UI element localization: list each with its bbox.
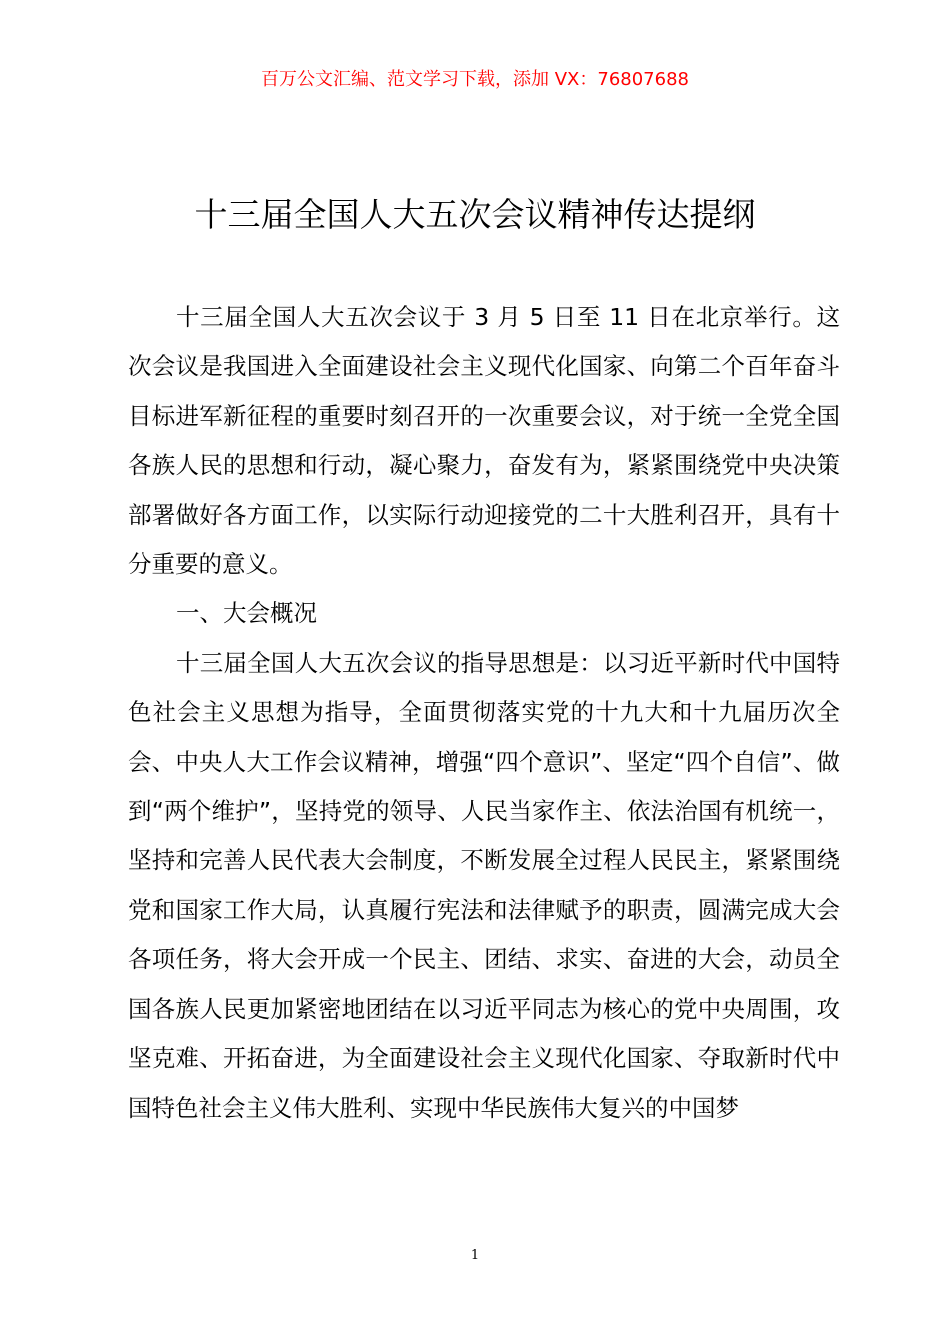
guiding-thought-paragraph: 十三届全国人大五次会议的指导思想是：以习近平新时代中国特色社会主义思想为指导，全面贯彻落实党的十九大和十九届历次全会、中央人大工作会议精神，增强“四个意识”、坚定“四个自信”、做到“两个维护”，坚持党的领导、人民当家作主、依法治国有机统一，坚持和完善人民代表大会制度，不断发展全过程人民民主，紧紧围绕党和国家工作大局，认真履行宪法和法律赋予的职责，圆满完成大会各项任务，将大会开成一个民主、团结、求实、奋进的大会，动员全国各族人民更加紧密地团结在以习近平同志为核心的党中央周围，攻坚克难、开拓奋进，为全面建设社会主义现代化国家、夺取新时代中国特色社会主义伟大胜利、实现中华民族伟大复兴的中国梦 bbox=[128, 648, 840, 1122]
document-body bbox=[128, 293, 840, 1133]
header-promo-text: 百万公文汇编、范文学习下载，添加 VX：76807688 bbox=[261, 69, 689, 90]
document-title: 十三届全国人大五次会议精神传达提纲 bbox=[194, 195, 756, 234]
section-heading-overview: 一、大会概况 bbox=[176, 599, 317, 628]
page-number: 1 bbox=[470, 1248, 480, 1263]
intro-paragraph: 十三届全国人大五次会议于 3 月 5 日至 11 日在北京举行。这次会议是我国进入全面建设社会主义现代化国家、向第二个百年奋斗目标进军新征程的重要时刻召开的一次重要会议，对于统一全党全国各族人民的思想和行动，凝心聚力，奋发有为，紧紧围绕党中央决策部署做好各方面工作，以实际行动迎接党的二十大胜利召开，具有十分重要的意义。 bbox=[128, 303, 840, 579]
